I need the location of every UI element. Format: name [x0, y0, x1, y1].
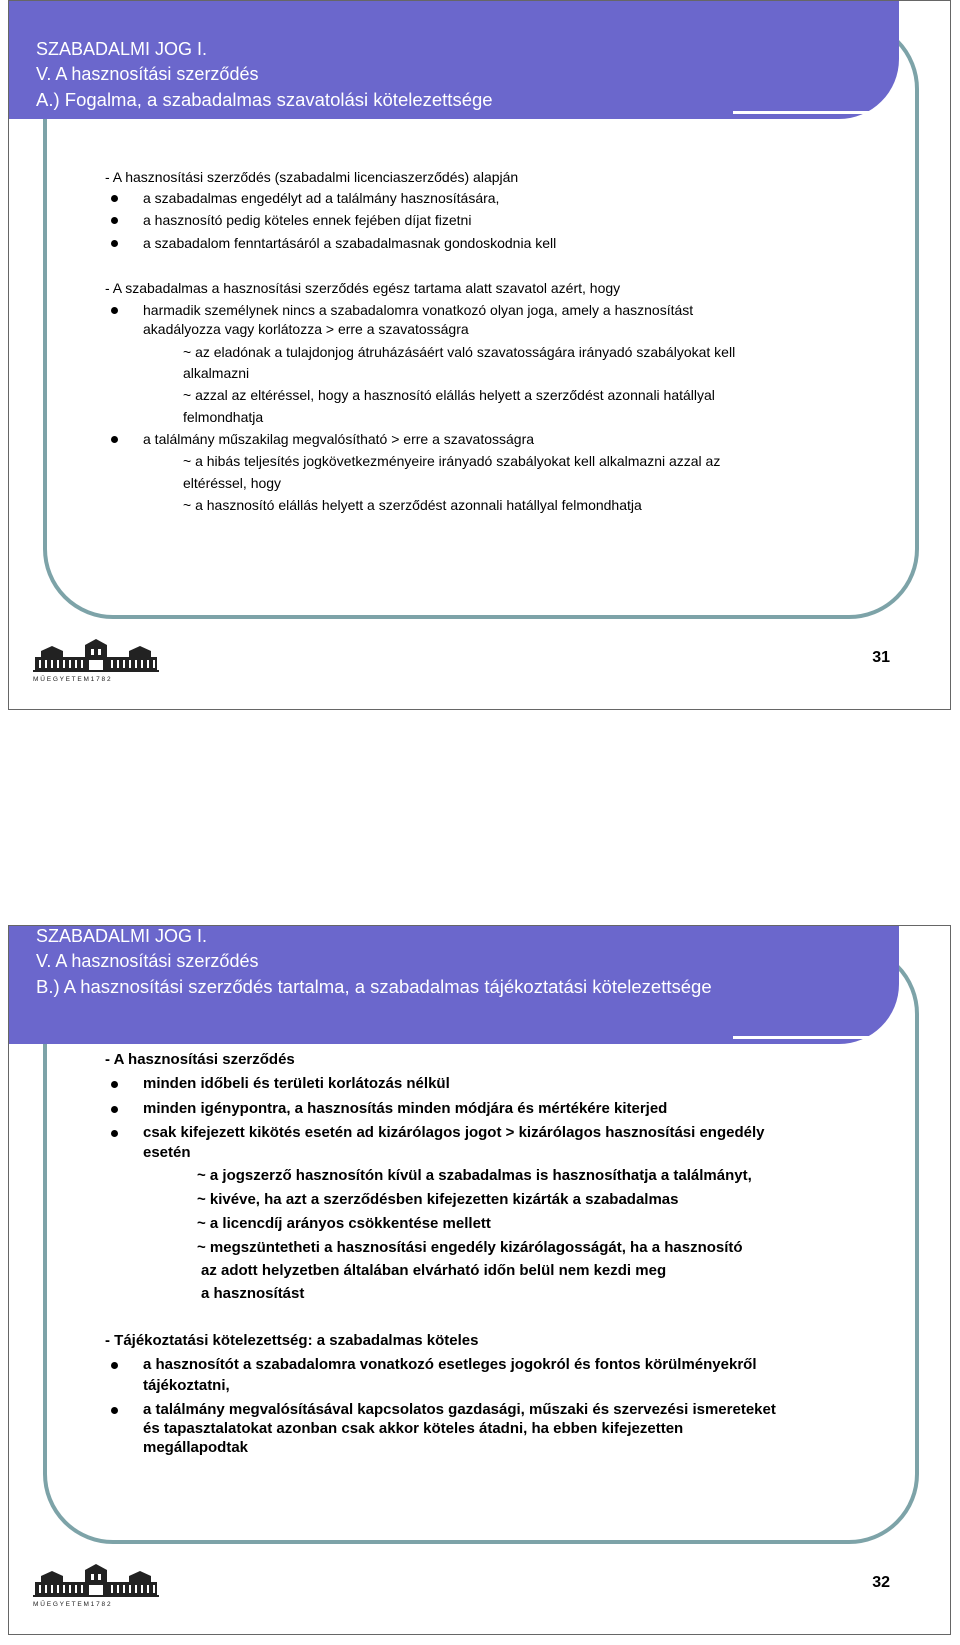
- bullet-icon: [111, 1407, 118, 1414]
- bullet-icon: [111, 240, 118, 247]
- slide-31: [8, 0, 951, 710]
- body-line: az adott helyzetben általában elvárható időn belül nem kezdi meg: [201, 1262, 667, 1279]
- slide-title: [36, 924, 712, 999]
- bullet-icon: [111, 1081, 118, 1088]
- title-chapter: V. A hasznosítási szerződés: [36, 64, 259, 84]
- body-line: - A hasznosítási szerződés: [105, 1051, 295, 1068]
- page-number: 31: [872, 649, 890, 666]
- bullet-item: harmadik személynek nincs a szabadalomra vonatkozó olyan joga, amely a hasznosítást: [143, 302, 694, 318]
- svg-text:M Ű E G Y E T E M 1 7 8 2: M Ű E G Y E T E M 1 7 8 2: [33, 1601, 111, 1608]
- body-line: - A szabadalmas a hasznosítási szerződés egész tartama alatt szavatol azért, hogy: [105, 280, 621, 296]
- bullet-item: a találmány műszakilag megvalósítható > erre a szavatosságra: [143, 431, 535, 447]
- page-number: 32: [872, 1574, 890, 1591]
- slide-title: [36, 37, 493, 112]
- body-line: esetén: [143, 1144, 191, 1161]
- bullet-item: a találmány megvalósításával kapcsolatos gazdasági, műszaki és szervezési ismereteket: [143, 1401, 776, 1418]
- title-course: SZABADALMI JOG I.: [36, 926, 208, 946]
- slide-32: [8, 925, 951, 1635]
- body-line: a hasznosítást: [201, 1285, 305, 1302]
- body-line: eltéréssel, hogy: [183, 475, 282, 491]
- bullet-icon: [111, 1106, 118, 1113]
- title-chapter: V. A hasznosítási szerződés: [36, 951, 259, 971]
- bullet-item: minden időbeli és területi korlátozás nélkül: [143, 1075, 450, 1092]
- bme-logo: [33, 637, 159, 683]
- body-line: ~ a licencdíj arányos csökkentése mellett: [197, 1215, 491, 1232]
- bullet-icon: [111, 1362, 118, 1369]
- bullet-item: a hasznosítót a szabadalomra vonatkozó esetleges jogokról és fontos körülményekről: [143, 1356, 757, 1373]
- bullet-icon: [111, 436, 118, 443]
- bme-logo: [33, 1562, 159, 1608]
- header-divider: [733, 111, 899, 114]
- slide-header: [9, 1, 899, 119]
- svg-text:M Ű E G Y E T E M 1 7 8 2: M Ű E G Y E T E M 1 7 8 2: [33, 676, 111, 683]
- body-line: és tapasztalatokat azonban csak akkor köteles átadni, ha ebben kifejezetten: [143, 1420, 684, 1437]
- body-line: tájékoztatni,: [143, 1377, 230, 1394]
- body-line: ~ a hibás teljesítés jogkövetkezményeire irányadó szabályokat kell alkalmazni azzal az: [183, 453, 721, 469]
- body-line: ~ megszüntetheti a hasznosítási engedély kizárólagosságát, ha a hasznosító: [197, 1239, 743, 1256]
- bullet-item: a szabadalmas engedélyt ad a találmány hasznosítására,: [143, 190, 500, 206]
- body-line: ~ a jogszerző hasznosítón kívül a szabadalmas is hasznosíthatja a találmányt,: [197, 1167, 752, 1184]
- bullet-icon: [111, 307, 118, 314]
- body-line: alkalmazni: [183, 365, 250, 381]
- bullet-item: csak kifejezett kikötés esetén ad kizárólagos jogot > kizárólagos hasznosítási engedély: [143, 1124, 765, 1141]
- body-line: ~ azzal az eltéréssel, hogy a hasznosító elállás helyett a szerződést azonnali hatállyal: [183, 387, 715, 403]
- title-course: SZABADALMI JOG I.: [36, 39, 208, 59]
- body-line: ~ kivéve, ha azt a szerződésben kifejezetten kizárták a szabadalmas: [197, 1191, 679, 1208]
- body-line: - A hasznosítási szerződés (szabadalmi licenciaszerződés) alapján: [105, 169, 519, 185]
- body-line: felmondhatja: [183, 409, 264, 425]
- title-section: A.) Fogalma, a szabadalmas szavatolási kötelezettsége: [36, 89, 493, 110]
- bullet-item: a szabadalom fenntartásáról a szabadalmasnak gondoskodnia kell: [143, 235, 557, 251]
- body-line: ~ az eladónak a tulajdonjog átruházásáért való szavatosságára irányadó szabályokat kell: [183, 344, 736, 360]
- slide-header: [9, 926, 899, 1044]
- body-line: ~ a hasznosító elállás helyett a szerződést azonnali hatállyal felmondhatja: [183, 497, 642, 513]
- header-divider: [733, 1036, 899, 1039]
- title-section: B.) A hasznosítási szerződés tartalma, a szabadalmas tájékoztatási kötelezettsége: [36, 976, 712, 997]
- body-line: - Tájékoztatási kötelezettség: a szabadalmas köteles: [105, 1332, 479, 1349]
- bullet-item: a hasznosító pedig köteles ennek fejében díjat fizetni: [143, 212, 472, 228]
- bullet-icon: [111, 195, 118, 202]
- body-line: akadályozza vagy korlátozza > erre a szavatosságra: [143, 321, 469, 337]
- body-line: megállapodtak: [143, 1439, 249, 1456]
- bullet-icon: [111, 1130, 118, 1137]
- bullet-icon: [111, 217, 118, 224]
- bullet-item: minden igénypontra, a hasznosítás minden módjára és mértékére kiterjed: [143, 1100, 668, 1117]
